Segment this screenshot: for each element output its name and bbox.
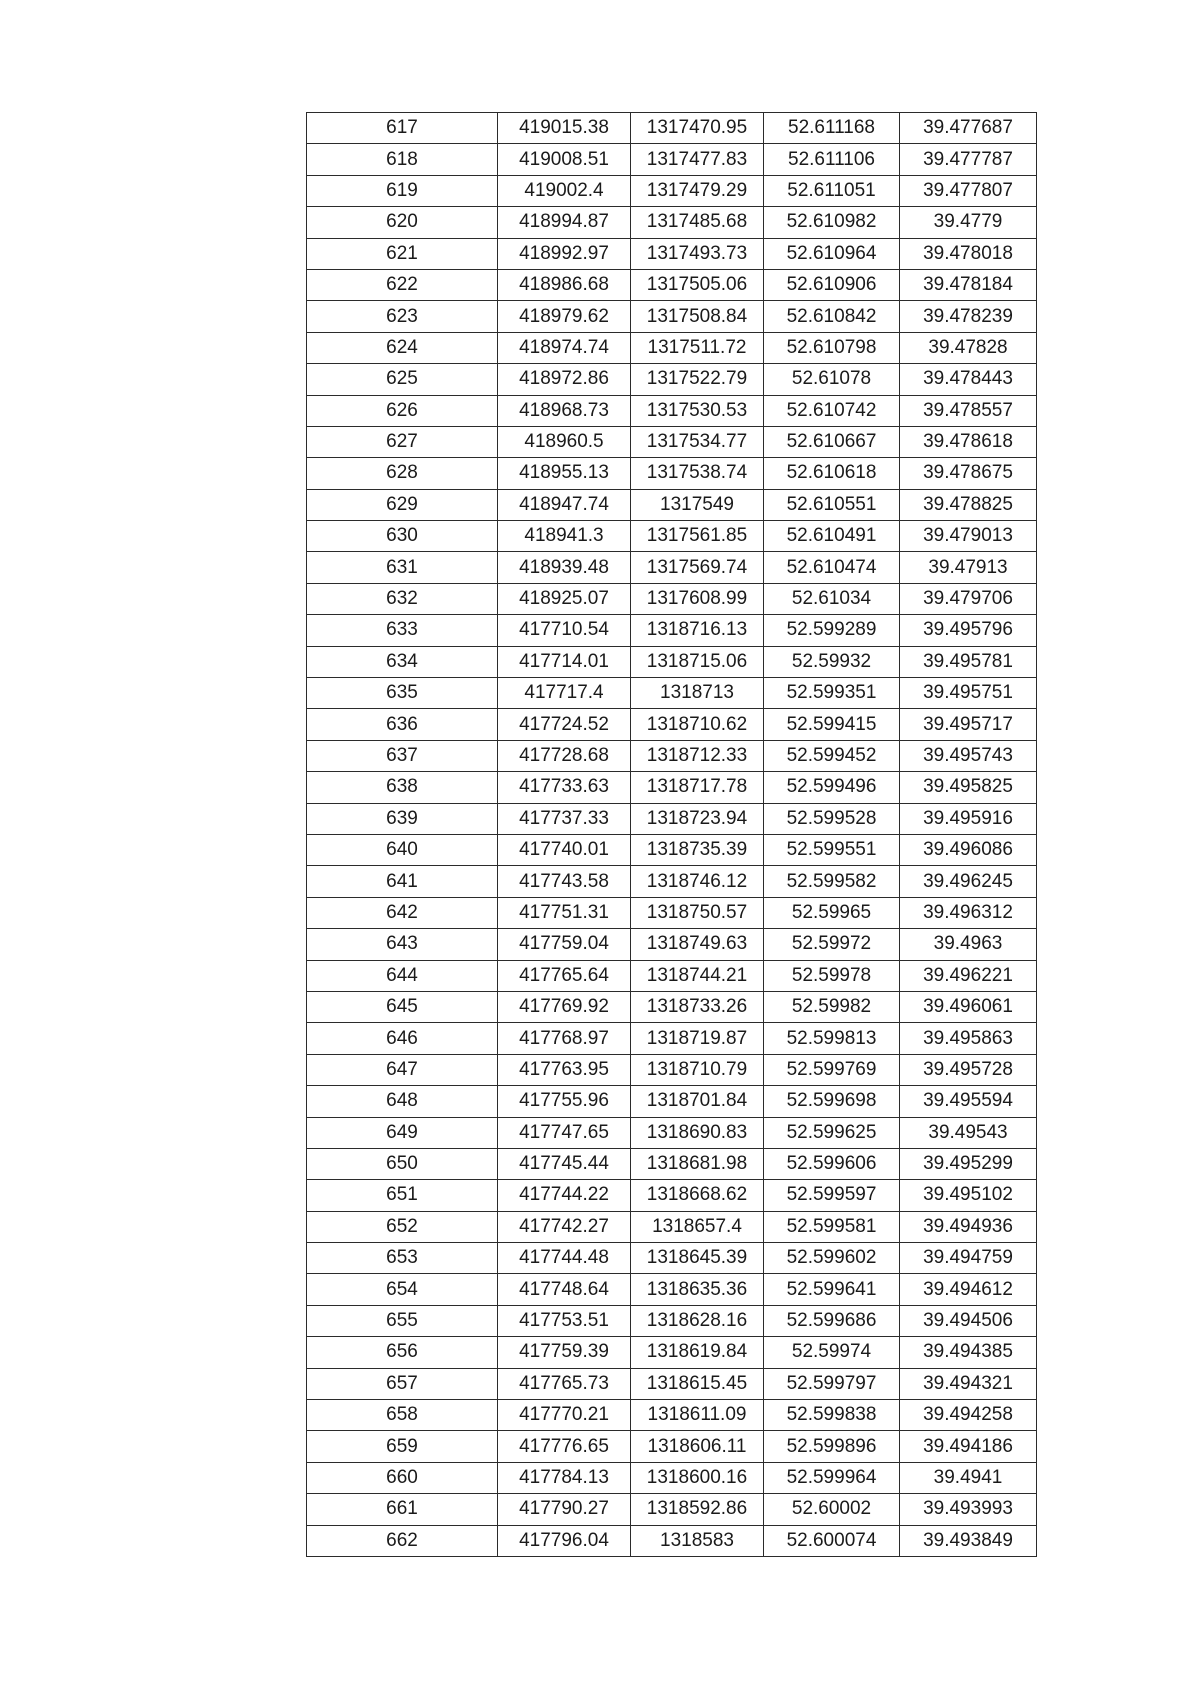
table-row xyxy=(307,772,1037,803)
latitude-cell: 52.610491 xyxy=(764,521,900,552)
point-number-cell: 651 xyxy=(307,1180,498,1211)
longitude-cell: 39.494186 xyxy=(900,1431,1037,1462)
table-row xyxy=(307,1086,1037,1117)
y-coordinate-cell: 1317493.73 xyxy=(631,238,764,269)
y-coordinate-cell: 1318628.16 xyxy=(631,1305,764,1336)
latitude-cell: 52.599896 xyxy=(764,1431,900,1462)
table-row xyxy=(307,1180,1037,1211)
point-number-cell: 637 xyxy=(307,740,498,771)
point-number-cell: 629 xyxy=(307,489,498,520)
y-coordinate-cell: 1318611.09 xyxy=(631,1400,764,1431)
table-row xyxy=(307,1337,1037,1368)
table-row xyxy=(307,897,1037,928)
x-coordinate-cell: 417728.68 xyxy=(498,740,631,771)
longitude-cell: 39.495781 xyxy=(900,646,1037,677)
y-coordinate-cell: 1318723.94 xyxy=(631,803,764,834)
table-row xyxy=(307,929,1037,960)
point-number-cell: 631 xyxy=(307,552,498,583)
longitude-cell: 39.478618 xyxy=(900,426,1037,457)
y-coordinate-cell: 1318710.62 xyxy=(631,709,764,740)
x-coordinate-cell: 417724.52 xyxy=(498,709,631,740)
y-coordinate-cell: 1318719.87 xyxy=(631,1023,764,1054)
latitude-cell: 52.60002 xyxy=(764,1494,900,1525)
x-coordinate-cell: 417710.54 xyxy=(498,615,631,646)
point-number-cell: 660 xyxy=(307,1462,498,1493)
y-coordinate-cell: 1317534.77 xyxy=(631,426,764,457)
latitude-cell: 52.610982 xyxy=(764,207,900,238)
y-coordinate-cell: 1318749.63 xyxy=(631,929,764,960)
x-coordinate-cell: 417759.04 xyxy=(498,929,631,960)
x-coordinate-cell: 417768.97 xyxy=(498,1023,631,1054)
y-coordinate-cell: 1318657.4 xyxy=(631,1211,764,1242)
latitude-cell: 52.599813 xyxy=(764,1023,900,1054)
longitude-cell: 39.49543 xyxy=(900,1117,1037,1148)
y-coordinate-cell: 1318619.84 xyxy=(631,1337,764,1368)
table-row xyxy=(307,1023,1037,1054)
latitude-cell: 52.59974 xyxy=(764,1337,900,1368)
table-row xyxy=(307,426,1037,457)
longitude-cell: 39.47828 xyxy=(900,332,1037,363)
latitude-cell: 52.599797 xyxy=(764,1368,900,1399)
longitude-cell: 39.479013 xyxy=(900,521,1037,552)
x-coordinate-cell: 418968.73 xyxy=(498,395,631,426)
table-row xyxy=(307,332,1037,363)
longitude-cell: 39.478675 xyxy=(900,458,1037,489)
latitude-cell: 52.599582 xyxy=(764,866,900,897)
latitude-cell: 52.610906 xyxy=(764,269,900,300)
longitude-cell: 39.495717 xyxy=(900,709,1037,740)
latitude-cell: 52.59972 xyxy=(764,929,900,960)
x-coordinate-cell: 418986.68 xyxy=(498,269,631,300)
table-row xyxy=(307,238,1037,269)
point-number-cell: 640 xyxy=(307,834,498,865)
table-row xyxy=(307,1054,1037,1085)
table-row xyxy=(307,991,1037,1022)
table-row xyxy=(307,364,1037,395)
point-number-cell: 642 xyxy=(307,897,498,928)
coordinates-table-body xyxy=(307,113,1037,1557)
x-coordinate-cell: 419002.4 xyxy=(498,175,631,206)
x-coordinate-cell: 417744.22 xyxy=(498,1180,631,1211)
x-coordinate-cell: 418925.07 xyxy=(498,583,631,614)
point-number-cell: 649 xyxy=(307,1117,498,1148)
latitude-cell: 52.611106 xyxy=(764,144,900,175)
point-number-cell: 648 xyxy=(307,1086,498,1117)
latitude-cell: 52.599686 xyxy=(764,1305,900,1336)
point-number-cell: 658 xyxy=(307,1400,498,1431)
latitude-cell: 52.611051 xyxy=(764,175,900,206)
latitude-cell: 52.599597 xyxy=(764,1180,900,1211)
table-row xyxy=(307,521,1037,552)
y-coordinate-cell: 1318710.79 xyxy=(631,1054,764,1085)
latitude-cell: 52.600074 xyxy=(764,1525,900,1556)
x-coordinate-cell: 417743.58 xyxy=(498,866,631,897)
y-coordinate-cell: 1317530.53 xyxy=(631,395,764,426)
y-coordinate-cell: 1318712.33 xyxy=(631,740,764,771)
point-number-cell: 630 xyxy=(307,521,498,552)
point-number-cell: 650 xyxy=(307,1148,498,1179)
point-number-cell: 623 xyxy=(307,301,498,332)
latitude-cell: 52.59982 xyxy=(764,991,900,1022)
table-row xyxy=(307,207,1037,238)
latitude-cell: 52.599769 xyxy=(764,1054,900,1085)
point-number-cell: 617 xyxy=(307,113,498,144)
longitude-cell: 39.494759 xyxy=(900,1243,1037,1274)
longitude-cell: 39.495751 xyxy=(900,678,1037,709)
point-number-cell: 657 xyxy=(307,1368,498,1399)
table-row xyxy=(307,1525,1037,1556)
x-coordinate-cell: 418994.87 xyxy=(498,207,631,238)
table-row xyxy=(307,175,1037,206)
x-coordinate-cell: 419015.38 xyxy=(498,113,631,144)
longitude-cell: 39.494258 xyxy=(900,1400,1037,1431)
table-row xyxy=(307,1274,1037,1305)
y-coordinate-cell: 1317508.84 xyxy=(631,301,764,332)
point-number-cell: 662 xyxy=(307,1525,498,1556)
point-number-cell: 632 xyxy=(307,583,498,614)
point-number-cell: 619 xyxy=(307,175,498,206)
latitude-cell: 52.599698 xyxy=(764,1086,900,1117)
longitude-cell: 39.477687 xyxy=(900,113,1037,144)
point-number-cell: 635 xyxy=(307,678,498,709)
x-coordinate-cell: 417733.63 xyxy=(498,772,631,803)
latitude-cell: 52.59932 xyxy=(764,646,900,677)
point-number-cell: 647 xyxy=(307,1054,498,1085)
table-row xyxy=(307,1117,1037,1148)
point-number-cell: 659 xyxy=(307,1431,498,1462)
point-number-cell: 622 xyxy=(307,269,498,300)
longitude-cell: 39.494936 xyxy=(900,1211,1037,1242)
longitude-cell: 39.496245 xyxy=(900,866,1037,897)
latitude-cell: 52.610667 xyxy=(764,426,900,457)
table-row xyxy=(307,709,1037,740)
latitude-cell: 52.599606 xyxy=(764,1148,900,1179)
x-coordinate-cell: 418974.74 xyxy=(498,332,631,363)
longitude-cell: 39.495594 xyxy=(900,1086,1037,1117)
table-row xyxy=(307,395,1037,426)
longitude-cell: 39.477807 xyxy=(900,175,1037,206)
latitude-cell: 52.599452 xyxy=(764,740,900,771)
x-coordinate-cell: 417763.95 xyxy=(498,1054,631,1085)
y-coordinate-cell: 1318716.13 xyxy=(631,615,764,646)
x-coordinate-cell: 418960.5 xyxy=(498,426,631,457)
latitude-cell: 52.599581 xyxy=(764,1211,900,1242)
latitude-cell: 52.59978 xyxy=(764,960,900,991)
y-coordinate-cell: 1318750.57 xyxy=(631,897,764,928)
y-coordinate-cell: 1318592.86 xyxy=(631,1494,764,1525)
y-coordinate-cell: 1317477.83 xyxy=(631,144,764,175)
y-coordinate-cell: 1318645.39 xyxy=(631,1243,764,1274)
x-coordinate-cell: 417748.64 xyxy=(498,1274,631,1305)
longitude-cell: 39.494612 xyxy=(900,1274,1037,1305)
x-coordinate-cell: 417765.64 xyxy=(498,960,631,991)
table-row xyxy=(307,1148,1037,1179)
longitude-cell: 39.47913 xyxy=(900,552,1037,583)
table-row xyxy=(307,866,1037,897)
longitude-cell: 39.494385 xyxy=(900,1337,1037,1368)
x-coordinate-cell: 417740.01 xyxy=(498,834,631,865)
x-coordinate-cell: 418941.3 xyxy=(498,521,631,552)
point-number-cell: 627 xyxy=(307,426,498,457)
latitude-cell: 52.610742 xyxy=(764,395,900,426)
y-coordinate-cell: 1318733.26 xyxy=(631,991,764,1022)
latitude-cell: 52.610551 xyxy=(764,489,900,520)
longitude-cell: 39.495299 xyxy=(900,1148,1037,1179)
x-coordinate-cell: 417744.48 xyxy=(498,1243,631,1274)
point-number-cell: 653 xyxy=(307,1243,498,1274)
point-number-cell: 636 xyxy=(307,709,498,740)
latitude-cell: 52.599551 xyxy=(764,834,900,865)
point-number-cell: 643 xyxy=(307,929,498,960)
y-coordinate-cell: 1317485.68 xyxy=(631,207,764,238)
x-coordinate-cell: 417776.65 xyxy=(498,1431,631,1462)
point-number-cell: 654 xyxy=(307,1274,498,1305)
coordinates-table xyxy=(306,112,1037,1557)
longitude-cell: 39.496086 xyxy=(900,834,1037,865)
latitude-cell: 52.610964 xyxy=(764,238,900,269)
y-coordinate-cell: 1318717.78 xyxy=(631,772,764,803)
point-number-cell: 624 xyxy=(307,332,498,363)
table-row xyxy=(307,1431,1037,1462)
y-coordinate-cell: 1317549 xyxy=(631,489,764,520)
longitude-cell: 39.478018 xyxy=(900,238,1037,269)
latitude-cell: 52.599602 xyxy=(764,1243,900,1274)
x-coordinate-cell: 418992.97 xyxy=(498,238,631,269)
point-number-cell: 641 xyxy=(307,866,498,897)
table-row xyxy=(307,1462,1037,1493)
table-row xyxy=(307,740,1037,771)
table-row xyxy=(307,1400,1037,1431)
x-coordinate-cell: 417790.27 xyxy=(498,1494,631,1525)
longitude-cell: 39.496312 xyxy=(900,897,1037,928)
x-coordinate-cell: 417755.96 xyxy=(498,1086,631,1117)
table-row xyxy=(307,458,1037,489)
y-coordinate-cell: 1317538.74 xyxy=(631,458,764,489)
point-number-cell: 620 xyxy=(307,207,498,238)
x-coordinate-cell: 418939.48 xyxy=(498,552,631,583)
latitude-cell: 52.599528 xyxy=(764,803,900,834)
longitude-cell: 39.494321 xyxy=(900,1368,1037,1399)
y-coordinate-cell: 1317511.72 xyxy=(631,332,764,363)
point-number-cell: 628 xyxy=(307,458,498,489)
longitude-cell: 39.495743 xyxy=(900,740,1037,771)
longitude-cell: 39.479706 xyxy=(900,583,1037,614)
latitude-cell: 52.610842 xyxy=(764,301,900,332)
point-number-cell: 645 xyxy=(307,991,498,1022)
point-number-cell: 639 xyxy=(307,803,498,834)
point-number-cell: 644 xyxy=(307,960,498,991)
longitude-cell: 39.495728 xyxy=(900,1054,1037,1085)
latitude-cell: 52.610798 xyxy=(764,332,900,363)
latitude-cell: 52.610618 xyxy=(764,458,900,489)
table-row xyxy=(307,646,1037,677)
x-coordinate-cell: 417745.44 xyxy=(498,1148,631,1179)
y-coordinate-cell: 1317608.99 xyxy=(631,583,764,614)
y-coordinate-cell: 1318681.98 xyxy=(631,1148,764,1179)
longitude-cell: 39.478443 xyxy=(900,364,1037,395)
longitude-cell: 39.495796 xyxy=(900,615,1037,646)
y-coordinate-cell: 1317505.06 xyxy=(631,269,764,300)
table-row xyxy=(307,1243,1037,1274)
latitude-cell: 52.599641 xyxy=(764,1274,900,1305)
y-coordinate-cell: 1317522.79 xyxy=(631,364,764,395)
point-number-cell: 655 xyxy=(307,1305,498,1336)
y-coordinate-cell: 1318701.84 xyxy=(631,1086,764,1117)
longitude-cell: 39.493993 xyxy=(900,1494,1037,1525)
point-number-cell: 633 xyxy=(307,615,498,646)
longitude-cell: 39.4941 xyxy=(900,1462,1037,1493)
longitude-cell: 39.478557 xyxy=(900,395,1037,426)
latitude-cell: 52.599964 xyxy=(764,1462,900,1493)
table-row xyxy=(307,552,1037,583)
point-number-cell: 625 xyxy=(307,364,498,395)
y-coordinate-cell: 1318713 xyxy=(631,678,764,709)
table-row xyxy=(307,803,1037,834)
x-coordinate-cell: 417759.39 xyxy=(498,1337,631,1368)
point-number-cell: 656 xyxy=(307,1337,498,1368)
table-row xyxy=(307,615,1037,646)
y-coordinate-cell: 1318715.06 xyxy=(631,646,764,677)
table-row xyxy=(307,960,1037,991)
longitude-cell: 39.495863 xyxy=(900,1023,1037,1054)
x-coordinate-cell: 417742.27 xyxy=(498,1211,631,1242)
table-row xyxy=(307,1494,1037,1525)
y-coordinate-cell: 1318744.21 xyxy=(631,960,764,991)
latitude-cell: 52.61078 xyxy=(764,364,900,395)
point-number-cell: 618 xyxy=(307,144,498,175)
y-coordinate-cell: 1317569.74 xyxy=(631,552,764,583)
table-row xyxy=(307,583,1037,614)
longitude-cell: 39.496221 xyxy=(900,960,1037,991)
table-row xyxy=(307,489,1037,520)
y-coordinate-cell: 1317479.29 xyxy=(631,175,764,206)
y-coordinate-cell: 1317470.95 xyxy=(631,113,764,144)
point-number-cell: 621 xyxy=(307,238,498,269)
y-coordinate-cell: 1318668.62 xyxy=(631,1180,764,1211)
point-number-cell: 661 xyxy=(307,1494,498,1525)
table-row xyxy=(307,1368,1037,1399)
latitude-cell: 52.599625 xyxy=(764,1117,900,1148)
latitude-cell: 52.611168 xyxy=(764,113,900,144)
longitude-cell: 39.493849 xyxy=(900,1525,1037,1556)
point-number-cell: 634 xyxy=(307,646,498,677)
x-coordinate-cell: 417751.31 xyxy=(498,897,631,928)
point-number-cell: 638 xyxy=(307,772,498,803)
longitude-cell: 39.478825 xyxy=(900,489,1037,520)
x-coordinate-cell: 418955.13 xyxy=(498,458,631,489)
longitude-cell: 39.477787 xyxy=(900,144,1037,175)
point-number-cell: 646 xyxy=(307,1023,498,1054)
y-coordinate-cell: 1318690.83 xyxy=(631,1117,764,1148)
latitude-cell: 52.599496 xyxy=(764,772,900,803)
table-row xyxy=(307,834,1037,865)
latitude-cell: 52.61034 xyxy=(764,583,900,614)
x-coordinate-cell: 417769.92 xyxy=(498,991,631,1022)
x-coordinate-cell: 419008.51 xyxy=(498,144,631,175)
x-coordinate-cell: 418947.74 xyxy=(498,489,631,520)
x-coordinate-cell: 417737.33 xyxy=(498,803,631,834)
latitude-cell: 52.610474 xyxy=(764,552,900,583)
table-row xyxy=(307,113,1037,144)
longitude-cell: 39.478239 xyxy=(900,301,1037,332)
table-row xyxy=(307,1305,1037,1336)
longitude-cell: 39.494506 xyxy=(900,1305,1037,1336)
x-coordinate-cell: 418979.62 xyxy=(498,301,631,332)
point-number-cell: 652 xyxy=(307,1211,498,1242)
longitude-cell: 39.495102 xyxy=(900,1180,1037,1211)
latitude-cell: 52.599838 xyxy=(764,1400,900,1431)
x-coordinate-cell: 417714.01 xyxy=(498,646,631,677)
x-coordinate-cell: 417765.73 xyxy=(498,1368,631,1399)
y-coordinate-cell: 1318606.11 xyxy=(631,1431,764,1462)
y-coordinate-cell: 1318600.16 xyxy=(631,1462,764,1493)
longitude-cell: 39.495916 xyxy=(900,803,1037,834)
y-coordinate-cell: 1318735.39 xyxy=(631,834,764,865)
y-coordinate-cell: 1318746.12 xyxy=(631,866,764,897)
y-coordinate-cell: 1318583 xyxy=(631,1525,764,1556)
table-row xyxy=(307,144,1037,175)
x-coordinate-cell: 417753.51 xyxy=(498,1305,631,1336)
table-row xyxy=(307,678,1037,709)
y-coordinate-cell: 1318615.45 xyxy=(631,1368,764,1399)
longitude-cell: 39.478184 xyxy=(900,269,1037,300)
latitude-cell: 52.599415 xyxy=(764,709,900,740)
latitude-cell: 52.599351 xyxy=(764,678,900,709)
table-row xyxy=(307,301,1037,332)
point-number-cell: 626 xyxy=(307,395,498,426)
latitude-cell: 52.59965 xyxy=(764,897,900,928)
x-coordinate-cell: 417717.4 xyxy=(498,678,631,709)
latitude-cell: 52.599289 xyxy=(764,615,900,646)
x-coordinate-cell: 418972.86 xyxy=(498,364,631,395)
longitude-cell: 39.495825 xyxy=(900,772,1037,803)
longitude-cell: 39.4779 xyxy=(900,207,1037,238)
table-row xyxy=(307,1211,1037,1242)
longitude-cell: 39.4963 xyxy=(900,929,1037,960)
longitude-cell: 39.496061 xyxy=(900,991,1037,1022)
y-coordinate-cell: 1318635.36 xyxy=(631,1274,764,1305)
x-coordinate-cell: 417747.65 xyxy=(498,1117,631,1148)
x-coordinate-cell: 417770.21 xyxy=(498,1400,631,1431)
y-coordinate-cell: 1317561.85 xyxy=(631,521,764,552)
table-row xyxy=(307,269,1037,300)
x-coordinate-cell: 417784.13 xyxy=(498,1462,631,1493)
x-coordinate-cell: 417796.04 xyxy=(498,1525,631,1556)
